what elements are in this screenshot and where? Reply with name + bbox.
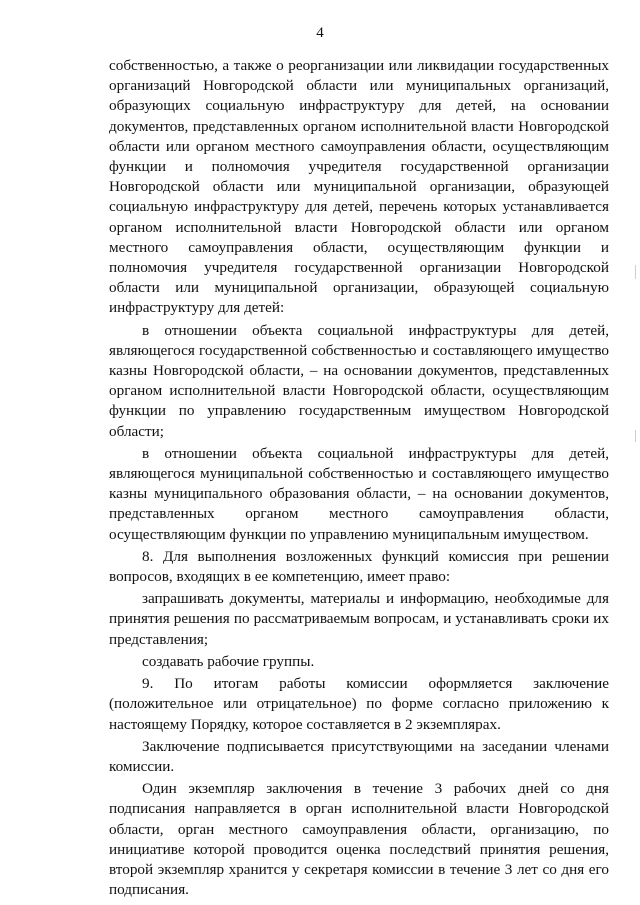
- paragraph-intro: собственностью, а также о реорганизации или ликвидации государственных организаций Новгородской области или муниципальных организаций, образующих социальную инфраструктуру для детей, на основании документов, представленных органом исполнительной власти Новгородской области или органом местного самоуправления области, осуществляющим функции и полномочия учредителя государственной организации Новгородской области или муниципальной организации, образующей социальную инфраструктуру для детей, перечень которых устанавливается органом исполнительной власти Новгородской области или органом местного самоуправления области, осуществляющим функции и полномочия учредителя государственной организации Новгородской области или муниципальной организации, образующей социальную инфраструктуру для детей:: [109, 57, 609, 317]
- paragraph-copies: Один экземпляр заключения в течение 3 рабочих дней со дня подписания направляется в орган исполнительной власти Новгородской области, орган местного самоуправления области, организацию, по инициативе которой проводится оценка последствий принятия решения, второй экземпляр хранится у секретаря комиссии в течение 3 лет со дня его подписания.: [109, 780, 609, 899]
- scan-artifact-line: [635, 265, 636, 279]
- page-number: 4: [316, 25, 324, 41]
- paragraph-municipal-property: в отношении объекта социальной инфраструктуры для детей, являющегося муниципальной собственностью и составляющего имущество казны муниципального образования области, – на основании документов, представленных органом местного самоуправления области, осуществляющим функции по управлению муниципальным имуществом.: [109, 444, 609, 543]
- paragraph-item-9: 9. По итогам работы комиссии оформляется заключение (положительное или отрицательное) по форме согласно приложению к настоящему Порядку, которое составляется в 2 экземплярах.: [109, 675, 609, 733]
- paragraph-signing: Заключение подписывается присутствующими на заседании членами комиссии.: [109, 737, 609, 775]
- paragraph-working-groups: создавать рабочие группы.: [142, 652, 315, 670]
- paragraph-state-property: в отношении объекта социальной инфраструктуры для детей, являющегося государственной собственностью и составляющего имущество казны Новгородской области, – на основании документов, представленных органом исполнительной власти Новгородской области, осуществляющим функции по управлению государственным имуществом Новгородской области;: [109, 321, 609, 440]
- scan-artifact-line: [635, 430, 636, 442]
- document-body: [109, 56, 609, 900]
- paragraph-request-documents: запрашивать документы, материалы и информацию, необходимые для принятия решения по рассматриваемым вопросам, и устанавливать сроки их представления;: [109, 590, 609, 648]
- paragraph-item-8: 8. Для выполнения возложенных функций комиссия при решении вопросов, входящих в ее компетенцию, имеет право:: [109, 547, 609, 586]
